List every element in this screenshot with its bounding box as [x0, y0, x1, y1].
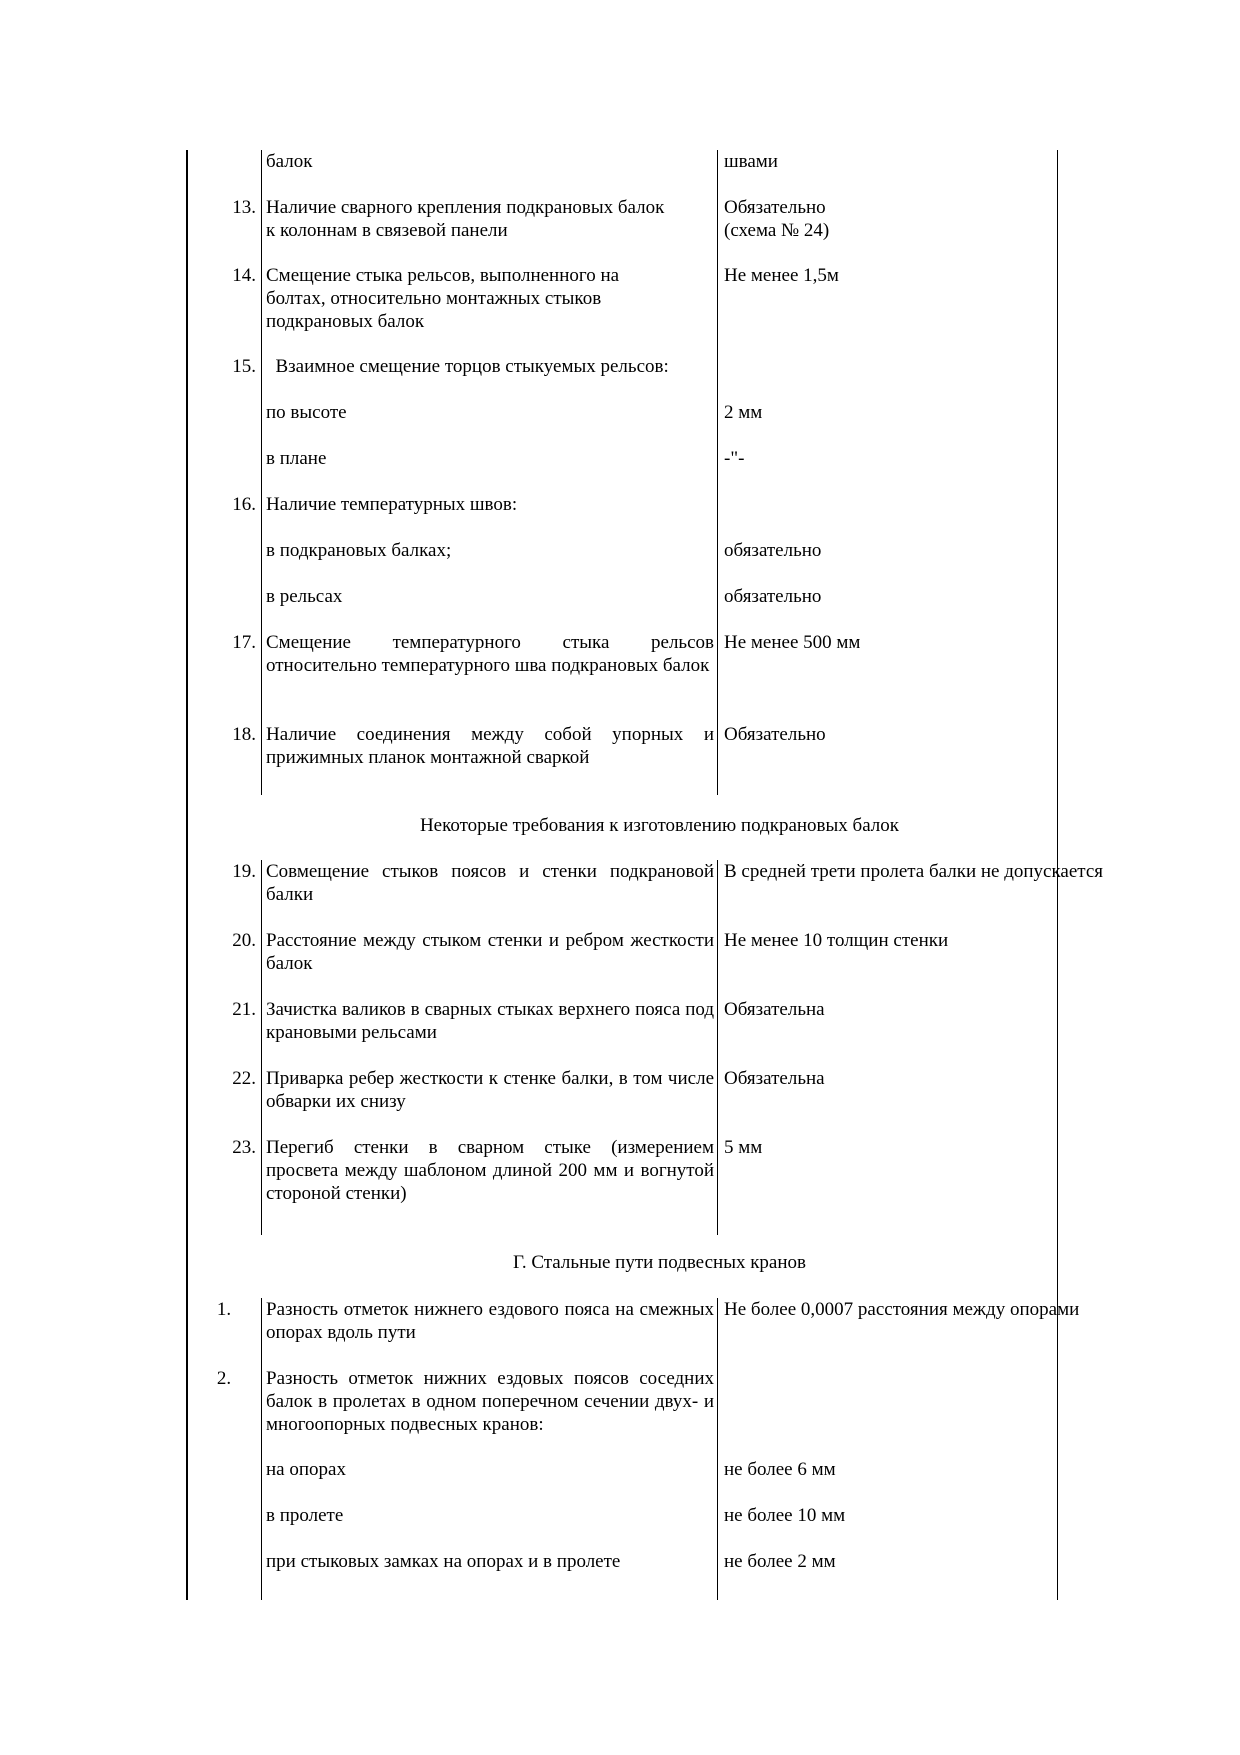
row-value: обязательно: [724, 540, 822, 561]
row-value: не более 2 мм: [724, 1551, 836, 1572]
row-description: в рельсах: [266, 586, 343, 607]
row-description: в пролете: [266, 1505, 344, 1526]
row-value: В средней трети пролета балки не допускается: [724, 861, 1103, 882]
column-divider: [717, 1298, 718, 1600]
row-value: обязательно: [724, 586, 822, 607]
row-description: [266, 196, 714, 242]
row-description: при стыковых замках на опорах и в пролете: [266, 1551, 621, 1572]
row-value: не более 6 мм: [724, 1459, 836, 1480]
row-value: 5 мм: [724, 1137, 763, 1158]
row-value: 2 мм: [724, 402, 763, 423]
row-value: Обязательно: [724, 724, 826, 745]
row-description: Наличие температурных швов:: [266, 494, 518, 515]
row-number: 22.: [232, 1068, 256, 1089]
row-description: Смещение температурного стыка рельсов относительно температурного шва подкрановых балок: [266, 632, 714, 676]
row-value-line: Обязательно: [724, 197, 826, 218]
row-value: Не более 0,0007 расстояния между опорами: [724, 1299, 1080, 1320]
row-number: 1.: [216, 1299, 232, 1320]
row-value: не более 10 мм: [724, 1505, 846, 1526]
row-description: Приварка ребер жесткости к стенке балки, в том числе обварки их снизу: [266, 1068, 714, 1112]
row-description: Совмещение стыков поясов и стенки подкрановой балки: [266, 861, 714, 905]
row-description-line: подкрановых балок: [266, 311, 425, 332]
row-description: в плане: [266, 448, 327, 469]
row-number: 21.: [232, 999, 256, 1020]
row-description: Наличие соединения между собой упорных и прижимных планок монтажной сваркой: [266, 724, 714, 768]
row-number: 15.: [232, 356, 256, 377]
row-number: 14.: [232, 265, 256, 286]
column-divider: [261, 150, 262, 795]
section-heading: Некоторые требования к изготовлению подкрановых балок: [419, 815, 900, 836]
row-value: Не менее 1,5м: [724, 265, 839, 286]
row-number: 19.: [232, 861, 256, 882]
row-description-line: болтах, относительно монтажных стыков: [266, 288, 602, 309]
section-heading: Г. Стальные пути подвесных кранов: [512, 1252, 807, 1273]
row-description-line: Наличие сварного крепления подкрановых балок: [266, 197, 665, 218]
row-description-line: Смещение стыка рельсов, выполненного на: [266, 265, 620, 286]
row-value: швами: [724, 151, 778, 172]
row-value: Не менее 500 мм: [724, 632, 861, 653]
row-description: Зачистка валиков в сварных стыках верхнего пояса под крановыми рельсами: [266, 999, 714, 1043]
row-number: 20.: [232, 930, 256, 951]
row-number: 2.: [216, 1368, 232, 1389]
row-value: Обязательна: [724, 999, 825, 1020]
row-number: 23.: [232, 1137, 256, 1158]
row-description: в подкрановых балках;: [266, 540, 452, 561]
row-value: Обязательна: [724, 1068, 825, 1089]
row-description: Расстояние между стыком стенки и ребром жесткости балок: [266, 930, 714, 974]
row-description: балок: [266, 151, 313, 172]
row-value: [724, 196, 1240, 242]
row-value-line: (схема № 24): [724, 220, 830, 241]
column-divider: [717, 150, 718, 795]
row-description: [266, 264, 714, 333]
column-divider: [261, 860, 262, 1235]
row-description: Разность отметок нижнего ездового пояса на смежных опорах вдоль пути: [266, 1299, 714, 1343]
row-number: 16.: [232, 494, 256, 515]
row-value: -"-: [724, 448, 745, 469]
row-description: по высоте: [266, 402, 347, 423]
column-divider: [717, 860, 718, 1235]
row-description: Перегиб стенки в сварном стыке (измерением просвета между шаблоном длиной 200 мм и вогнутой стороной стенки): [266, 1137, 714, 1204]
row-number: 18.: [232, 724, 256, 745]
row-number: 13.: [232, 197, 256, 218]
row-description: на опорах: [266, 1459, 346, 1480]
row-value: Не менее 10 толщин стенки: [724, 930, 949, 951]
column-divider: [261, 1298, 262, 1600]
row-description: Разность отметок нижних ездовых поясов соседних балок в пролетах в одном поперечном сечении двух- и многоопорных подвесных кранов:: [266, 1368, 714, 1435]
row-description: Взаимное смещение торцов стыкуемых рельсов:: [266, 356, 669, 377]
row-number: 17.: [232, 632, 256, 653]
row-description-line: к колоннам в связевой панели: [266, 220, 508, 241]
